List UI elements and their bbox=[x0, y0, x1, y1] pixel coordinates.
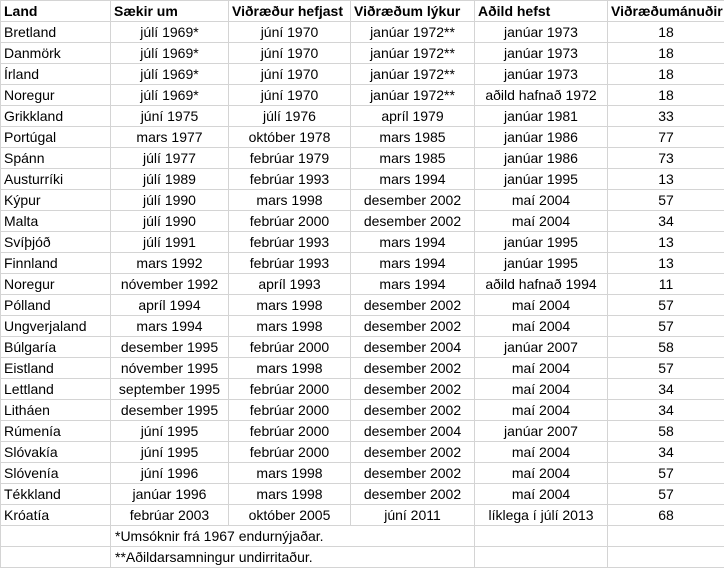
table-cell[interactable]: nóvember 1995 bbox=[111, 358, 229, 379]
country-cell[interactable]: Bretland bbox=[1, 22, 111, 43]
table-cell[interactable]: september 1995 bbox=[111, 379, 229, 400]
table-cell[interactable]: júlí 1969* bbox=[111, 85, 229, 106]
table-row bbox=[1, 232, 724, 253]
table-cell[interactable]: desember 2002 bbox=[351, 316, 475, 337]
table-row bbox=[1, 505, 724, 526]
table-cell[interactable]: 58 bbox=[608, 337, 724, 358]
table-cell[interactable]: mars 1994 bbox=[351, 232, 475, 253]
table-cell[interactable]: 18 bbox=[608, 85, 724, 106]
table-cell[interactable]: janúar 1995 bbox=[475, 232, 608, 253]
table-cell[interactable]: júlí 1969* bbox=[111, 64, 229, 85]
table-cell[interactable]: febrúar 2000 bbox=[229, 337, 351, 358]
table-cell[interactable]: desember 2002 bbox=[351, 484, 475, 505]
table-cell[interactable]: febrúar 2000 bbox=[229, 421, 351, 442]
table-row bbox=[1, 211, 724, 232]
header-cell-vidraedur-hefjast[interactable]: Viðræður hefjast bbox=[229, 1, 351, 22]
table-cell[interactable]: maí 2004 bbox=[475, 190, 608, 211]
table-cell[interactable]: janúar 1972** bbox=[351, 85, 475, 106]
table-cell[interactable]: júní 1970 bbox=[229, 64, 351, 85]
country-cell[interactable]: Eistland bbox=[1, 358, 111, 379]
country-cell[interactable]: Finnland bbox=[1, 253, 111, 274]
table-cell[interactable]: mars 1985 bbox=[351, 127, 475, 148]
table-cell[interactable]: desember 1995 bbox=[111, 400, 229, 421]
table-cell[interactable]: mars 1998 bbox=[229, 358, 351, 379]
table-cell[interactable]: desember 2002 bbox=[351, 211, 475, 232]
country-cell[interactable]: Portúgal bbox=[1, 127, 111, 148]
footnote-row bbox=[1, 526, 724, 547]
footnote-row bbox=[1, 547, 724, 568]
table-cell[interactable]: desember 2004 bbox=[351, 337, 475, 358]
table-cell[interactable]: mars 1998 bbox=[229, 190, 351, 211]
table-cell[interactable] bbox=[608, 547, 724, 568]
table-cell[interactable]: febrúar 1979 bbox=[229, 148, 351, 169]
table-cell[interactable]: janúar 2007 bbox=[475, 421, 608, 442]
table-cell[interactable]: júní 1995 bbox=[111, 442, 229, 463]
table-cell[interactable]: júlí 1991 bbox=[111, 232, 229, 253]
table-cell[interactable]: 57 bbox=[608, 463, 724, 484]
table-cell[interactable]: júní 1996 bbox=[111, 463, 229, 484]
table-cell[interactable]: maí 2004 bbox=[475, 316, 608, 337]
table-cell[interactable]: júlí 1969* bbox=[111, 43, 229, 64]
table-cell[interactable]: apríl 1993 bbox=[229, 274, 351, 295]
table-cell[interactable]: júlí 1989 bbox=[111, 169, 229, 190]
table-cell[interactable]: júní 1995 bbox=[111, 421, 229, 442]
country-cell[interactable]: Noregur bbox=[1, 85, 111, 106]
table-cell[interactable]: 57 bbox=[608, 190, 724, 211]
table-cell[interactable]: maí 2004 bbox=[475, 463, 608, 484]
table-cell[interactable]: júní 1970 bbox=[229, 85, 351, 106]
table-cell[interactable]: 34 bbox=[608, 400, 724, 421]
table-cell[interactable]: desember 2002 bbox=[351, 463, 475, 484]
table-cell[interactable]: maí 2004 bbox=[475, 379, 608, 400]
table-cell[interactable]: janúar 1972** bbox=[351, 22, 475, 43]
table-cell[interactable]: janúar 1973 bbox=[475, 64, 608, 85]
country-cell[interactable]: Malta bbox=[1, 211, 111, 232]
table-cell[interactable] bbox=[475, 547, 608, 568]
table-row bbox=[1, 274, 724, 295]
table-cell[interactable]: maí 2004 bbox=[475, 484, 608, 505]
header-row bbox=[1, 1, 724, 22]
country-cell[interactable]: Slóvakía bbox=[1, 442, 111, 463]
country-cell[interactable]: Slóvenía bbox=[1, 463, 111, 484]
table-row bbox=[1, 253, 724, 274]
table-cell[interactable]: 57 bbox=[608, 484, 724, 505]
table-cell[interactable]: 13 bbox=[608, 169, 724, 190]
table-row bbox=[1, 442, 724, 463]
table-row bbox=[1, 463, 724, 484]
table-cell[interactable]: desember 2004 bbox=[351, 421, 475, 442]
table-cell[interactable]: mars 1994 bbox=[351, 169, 475, 190]
table-cell[interactable]: desember 2002 bbox=[351, 190, 475, 211]
table-cell[interactable]: febrúar 2000 bbox=[229, 379, 351, 400]
table-row bbox=[1, 358, 724, 379]
table-cell[interactable]: mars 1992 bbox=[111, 253, 229, 274]
table-cell[interactable]: 18 bbox=[608, 43, 724, 64]
table-cell[interactable]: júlí 1969* bbox=[111, 22, 229, 43]
table-row bbox=[1, 169, 724, 190]
table-cell[interactable]: janúar 1981 bbox=[475, 106, 608, 127]
table-cell[interactable]: 77 bbox=[608, 127, 724, 148]
table-cell[interactable]: júní 1970 bbox=[229, 43, 351, 64]
table-cell[interactable]: maí 2004 bbox=[475, 442, 608, 463]
table-cell[interactable]: júlí 1977 bbox=[111, 148, 229, 169]
table-cell[interactable]: mars 1998 bbox=[229, 484, 351, 505]
table-cell[interactable]: mars 1994 bbox=[351, 274, 475, 295]
table-cell[interactable] bbox=[1, 547, 111, 568]
table-cell[interactable]: febrúar 2000 bbox=[229, 442, 351, 463]
table-cell[interactable]: maí 2004 bbox=[475, 211, 608, 232]
header-cell-adild-hefst[interactable]: Aðild hefst bbox=[475, 1, 608, 22]
table-cell[interactable]: desember 2002 bbox=[351, 400, 475, 421]
table-cell[interactable]: líklega í júlí 2013 bbox=[475, 505, 608, 526]
table-cell[interactable]: 73 bbox=[608, 148, 724, 169]
table-cell[interactable]: janúar 1973 bbox=[475, 43, 608, 64]
table-cell[interactable] bbox=[1, 526, 111, 547]
table-cell[interactable]: 11 bbox=[608, 274, 724, 295]
table-cell[interactable]: apríl 1994 bbox=[111, 295, 229, 316]
table-cell[interactable]: júní 1970 bbox=[229, 22, 351, 43]
table-cell[interactable]: júlí 1990 bbox=[111, 211, 229, 232]
table-cell[interactable]: 68 bbox=[608, 505, 724, 526]
table-cell[interactable]: júní 2011 bbox=[351, 505, 475, 526]
table-cell[interactable]: desember 2002 bbox=[351, 379, 475, 400]
country-cell[interactable]: Litháen bbox=[1, 400, 111, 421]
table-cell[interactable]: aðild hafnað 1972 bbox=[475, 85, 608, 106]
country-cell[interactable]: Grikkland bbox=[1, 106, 111, 127]
table-cell[interactable]: janúar 1995 bbox=[475, 253, 608, 274]
table-cell[interactable]: desember 1995 bbox=[111, 337, 229, 358]
table-cell[interactable]: janúar 1986 bbox=[475, 127, 608, 148]
table-cell[interactable]: júlí 1990 bbox=[111, 190, 229, 211]
country-cell[interactable]: Svíþjóð bbox=[1, 232, 111, 253]
table-row bbox=[1, 316, 724, 337]
table-cell[interactable]: janúar 1973 bbox=[475, 22, 608, 43]
table-cell[interactable]: janúar 1972** bbox=[351, 43, 475, 64]
table-cell[interactable]: nóvember 1992 bbox=[111, 274, 229, 295]
table-cell[interactable]: 57 bbox=[608, 295, 724, 316]
table-cell[interactable]: janúar 2007 bbox=[475, 337, 608, 358]
table-cell[interactable]: október 1978 bbox=[229, 127, 351, 148]
table-cell[interactable]: janúar 1995 bbox=[475, 169, 608, 190]
table-row bbox=[1, 106, 724, 127]
table-cell[interactable]: febrúar 1993 bbox=[229, 232, 351, 253]
table-row bbox=[1, 484, 724, 505]
table-cell[interactable]: júní 1975 bbox=[111, 106, 229, 127]
table-cell[interactable]: desember 2002 bbox=[351, 295, 475, 316]
table-cell[interactable]: febrúar 1993 bbox=[229, 253, 351, 274]
country-cell[interactable]: Noregur bbox=[1, 274, 111, 295]
table-cell[interactable]: mars 1977 bbox=[111, 127, 229, 148]
table-row bbox=[1, 22, 724, 43]
country-cell[interactable]: Kýpur bbox=[1, 190, 111, 211]
country-cell[interactable]: Írland bbox=[1, 64, 111, 85]
table-cell[interactable]: júlí 1976 bbox=[229, 106, 351, 127]
table-row bbox=[1, 85, 724, 106]
table-cell[interactable]: 57 bbox=[608, 358, 724, 379]
table-row bbox=[1, 295, 724, 316]
table-row bbox=[1, 421, 724, 442]
table-cell[interactable]: mars 1998 bbox=[229, 463, 351, 484]
table-cell[interactable]: febrúar 2000 bbox=[229, 211, 351, 232]
table-cell[interactable]: 18 bbox=[608, 22, 724, 43]
table-cell[interactable]: 58 bbox=[608, 421, 724, 442]
header-cell-vidraedumanudir[interactable]: Viðræðumánuðir bbox=[608, 1, 724, 22]
table-cell[interactable]: mars 1985 bbox=[351, 148, 475, 169]
table-cell[interactable]: maí 2004 bbox=[475, 295, 608, 316]
table-cell[interactable]: maí 2004 bbox=[475, 400, 608, 421]
table-row bbox=[1, 337, 724, 358]
header-cell-land[interactable]: Land bbox=[1, 1, 111, 22]
table-cell[interactable]: mars 1994 bbox=[111, 316, 229, 337]
country-cell[interactable]: Búlgaría bbox=[1, 337, 111, 358]
country-cell[interactable]: Rúmenía bbox=[1, 421, 111, 442]
table-cell[interactable]: 34 bbox=[608, 379, 724, 400]
table-cell[interactable]: apríl 1979 bbox=[351, 106, 475, 127]
footnote-2[interactable]: **Aðildarsamningur undirritaður. bbox=[111, 547, 475, 568]
table-cell[interactable]: 18 bbox=[608, 64, 724, 85]
header-cell-saekir-um[interactable]: Sækir um bbox=[111, 1, 229, 22]
footnote-1[interactable]: *Umsóknir frá 1967 endurnýjaðar. bbox=[111, 526, 475, 547]
table-cell[interactable]: 33 bbox=[608, 106, 724, 127]
table-cell[interactable]: maí 2004 bbox=[475, 358, 608, 379]
table-body bbox=[1, 22, 724, 526]
table-row bbox=[1, 400, 724, 421]
table-row bbox=[1, 190, 724, 211]
country-cell[interactable]: Lettland bbox=[1, 379, 111, 400]
table-cell[interactable] bbox=[475, 526, 608, 547]
table-cell[interactable]: desember 2002 bbox=[351, 442, 475, 463]
table-row bbox=[1, 148, 724, 169]
country-cell[interactable]: Ungverjaland bbox=[1, 316, 111, 337]
table-cell[interactable]: febrúar 2000 bbox=[229, 400, 351, 421]
table-cell[interactable]: 34 bbox=[608, 211, 724, 232]
country-cell[interactable]: Danmörk bbox=[1, 43, 111, 64]
table-cell[interactable]: febrúar 1993 bbox=[229, 169, 351, 190]
table-cell[interactable]: október 2005 bbox=[229, 505, 351, 526]
country-cell[interactable]: Króatía bbox=[1, 505, 111, 526]
country-cell[interactable]: Tékkland bbox=[1, 484, 111, 505]
table-cell[interactable]: mars 1998 bbox=[229, 295, 351, 316]
table-cell[interactable]: aðild hafnað 1994 bbox=[475, 274, 608, 295]
country-cell[interactable]: Pólland bbox=[1, 295, 111, 316]
table-row bbox=[1, 127, 724, 148]
table-cell[interactable]: janúar 1996 bbox=[111, 484, 229, 505]
table-cell[interactable]: mars 1994 bbox=[351, 253, 475, 274]
table-row bbox=[1, 64, 724, 85]
table-row bbox=[1, 379, 724, 400]
header-cell-vidraedum-lykur[interactable]: Viðræðum lýkur bbox=[351, 1, 475, 22]
table-cell[interactable] bbox=[608, 526, 724, 547]
country-cell[interactable]: Austurríki bbox=[1, 169, 111, 190]
table-cell[interactable]: 13 bbox=[608, 253, 724, 274]
table-cell[interactable]: mars 1998 bbox=[229, 316, 351, 337]
table-cell[interactable]: janúar 1972** bbox=[351, 64, 475, 85]
table-cell[interactable]: desember 2002 bbox=[351, 358, 475, 379]
table-row bbox=[1, 43, 724, 64]
table-cell[interactable]: febrúar 2003 bbox=[111, 505, 229, 526]
country-cell[interactable]: Spánn bbox=[1, 148, 111, 169]
table-cell[interactable]: 57 bbox=[608, 316, 724, 337]
table-cell[interactable]: 34 bbox=[608, 442, 724, 463]
table-cell[interactable]: janúar 1986 bbox=[475, 148, 608, 169]
table-cell[interactable]: 13 bbox=[608, 232, 724, 253]
